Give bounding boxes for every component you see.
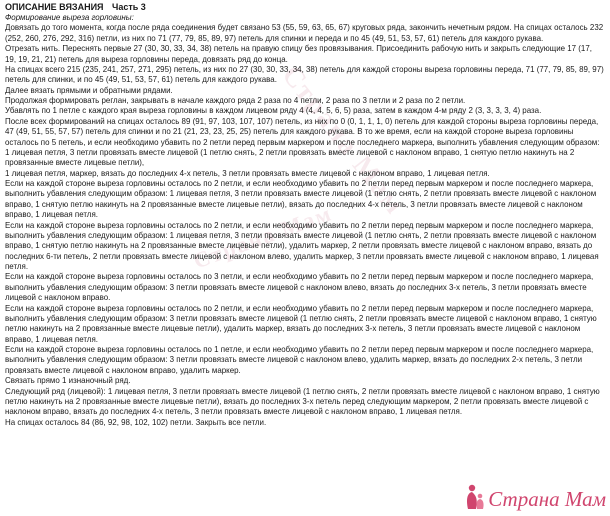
- logo-text: Страна Мам: [488, 487, 606, 511]
- paragraph: Если на каждой стороне выреза горловины осталось по 1 петле, и если необходимо убавить по 2 петли перед первым маркером и после последнего маркера, выполнить убавления следующим образом: 3 петли провязать вместе лицевой с наклоном влево, удалить маркер, вязать до последних 2-х петель, 3 петли провязать вместе лицевой с наклоном вправо, удалить маркер.: [5, 345, 594, 375]
- paragraph: 1 лицевая петля, маркер, вязать до последних 4-х петель, 3 петли провязать вместе лицевой с наклоном вправо, 1 лицевая петля.: [5, 168, 490, 178]
- paragraph: Убавлять по 1 петле с каждого края выреза горловины в каждом лицевом ряду 4 (4, 4, 5, 6, 5) раза, затем в каждом 4-м ряду 2 (3, 3, 3, 3, 4) раза.: [5, 106, 542, 116]
- paragraph: Если на каждой стороне выреза горловины осталось по 3 петли, и если необходимо убавить по 2 петли перед первым маркером и после последнего маркера, выполнить убавления следующим образом: 3 петли провязать вместе лицевой с наклоном влево, вязать до последних 3-х петель, 3 петли провязать вместе лицевой с наклоном вправо.: [5, 272, 594, 303]
- paragraph: Отрезать нить. Переснять первые 27 (30, 30, 33, 34, 38) петель на правую спицу без провязывания. Присоединить рабочую нить и закрыть следующие 17 (17, 19, 19, 21, 21) петель для выреза горловины переда, довязать ряд до конца.: [5, 44, 592, 64]
- paragraph: Довязать до того момента, когда после ряда соединения будет связано 53 (55, 59, 63, 65, 67) круговых ряда, закончить нечетным рядом. На спицах осталось 232 (252, 260, 276, 292, 316) петли, из них по 71 (77, 79, 85, 89, 97) петель для спинки и переда и по 45 (49, 51, 53, 57, 61) петель для каждого рукава.: [5, 23, 604, 43]
- document-body: [5, 2, 605, 428]
- paragraph: Следующий ряд (лицевой): 1 лицевая петля, 3 петли провязать вместе лицевой (1 петлю снять, 2 петли провязать вместе лицевой с наклоном вправо, 1 снятую петлю накинуть на 2 провязанные вместе лицевые петли), вязать до последних 3-х петель перед следующим маркером, 2 петли провязать вместе лицевой с наклоном вправо, вязать до последних 4-х петель, 3 петли провязать вместе лицевой с наклоном вправо, 1 лицевая петля.: [5, 386, 600, 417]
- paragraph: Связать прямо 1 изнаночный ряд.: [5, 376, 131, 386]
- paragraph: Если на каждой стороне выреза горловины осталось по 2 петли, и если необходимо убавить по 2 петли перед первым маркером и после последнего маркера, выполнить убавления следующим образом: 1 лицевая петля, 3 петли провязать вместе лицевой (1 петлю снять, 2 петли провязать вместе лицевой с наклоном вправо, 1 снятую петлю накинуть на 2 провязанные вместе лицевые петли), вязать до последних 4-х петель, 3 петли провязать вместе лицевой с наклоном вправо, 1 лицевая петля.: [5, 179, 597, 220]
- document-title: [5, 2, 605, 13]
- mother-child-icon: [464, 484, 486, 510]
- paragraph: Далее вязать прямыми и обратными рядами.: [5, 85, 173, 95]
- paragraph: Если на каждой стороне выреза горловины осталось по 2 петли, и если необходимо убавить по 2 петли перед первым маркером и после последнего маркера, выполнить убавления следующим образом: 3 петли провязать вместе лицевой (1 петлю снять, 2 петли провязать вместе лицевой с наклоном вправо, 1 снятую петлю накинуть на 2 провязанные вместе лицевые петли), удалить маркер, вязать до последних 3-х петель, 3 петли провязать вместе лицевой с наклоном вправо, 1 лицевая петля.: [5, 303, 597, 344]
- paragraph: На спицах осталось 84 (86, 92, 98, 102, 102) петли. Закрыть все петли.: [5, 417, 267, 427]
- paragraph: Продолжая формировать реглан, закрывать в начале каждого ряда 2 раза по 4 петли, 2 раза по 3 петли и 2 раза по 2 петли.: [5, 96, 466, 105]
- paragraph: На спицах всего 215 (235, 241, 257, 271, 295) петель, из них по 27 (30, 30, 33, 34, 38) петель для каждой стороны выреза горловины переда, 71 (77, 79, 85, 89, 97) петель для спинки, и по 45 (49, 51, 53, 57, 61) петель для каждого рукава.: [5, 64, 604, 85]
- title-part: Часть 3: [112, 2, 146, 12]
- paragraph: Если на каждой стороне выреза горловины осталось по 2 петли, и если необходимо убавить по 2 петли перед первым маркером и после последнего маркера, выполнить убавления следующим образом: 1 лицевая петля, 3 петли провязать вместе лицевой (1 петлю снять, 2 петли провязать вместе лицевой с наклоном вправо, 1 снятую петлю накинуть на 2 провязанные вместе лицевые петли), удалить маркер, 2 петли провязать вместе лицевой с наклоном вправо, вязать до последних 6-ти петель, 2 петли провязать вместе лицевой с наклоном влево, удалить маркер, 3 петли провязать вместе лицевой с наклоном вправо, 1 лицевая петля.: [5, 220, 599, 271]
- title-main: ОПИСАНИЕ ВЯЗАНИЯ: [5, 2, 104, 12]
- paragraph: После всех формирований на спицах осталось 89 (91, 97, 103, 107, 107) петель, из них по 0 (0, 1, 1, 1, 0) петель для каждой стороны выреза горловины переда, 47 (49, 51, 55, 57, 57) петель для спинки и по 21 (21, 23, 23, 25, 25) петель для каждого рукава. В то же время, если на каждой стороне выреза горловины осталось по 5 петель, и если необходимо убавить по 2 петли перед первым маркером и после последнего маркера, выполнить убавления следующим образом: 1 лицевая петля, 3 петли провязать вместе лицевой (1 петлю снять, 2 петли провязать вместе лицевой с наклоном вправо, 1 снятую петлю накинуть на 2 провязанные вместе лицевые петли),: [5, 116, 600, 168]
- watermark-secondary: Страна Мам: [190, 200, 336, 274]
- section-subtitle: Формирование выреза горловины:: [5, 13, 134, 22]
- watermark: Страна Мам: [275, 60, 411, 222]
- site-logo: [464, 484, 606, 510]
